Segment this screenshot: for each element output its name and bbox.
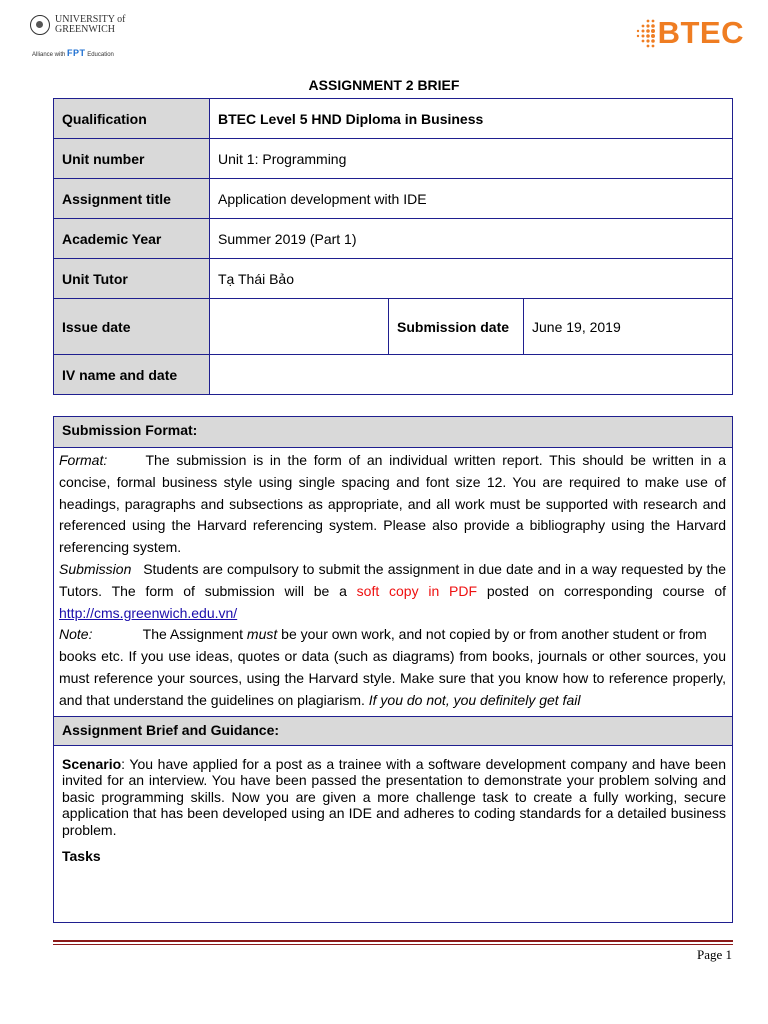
- table-row: [54, 139, 733, 179]
- submission-key: Submission: [59, 560, 132, 577]
- issue-date-label: Issue date: [54, 299, 210, 355]
- university-name: UNIVERSITY of GREENWICH: [55, 14, 126, 35]
- tasks-heading: Tasks: [62, 848, 101, 865]
- university-of-greenwich-logo: [30, 14, 140, 60]
- qualification-value: BTEC Level 5 HND Diploma in Business: [210, 99, 733, 139]
- note-paragraph: [59, 624, 726, 646]
- note-key: Note:: [59, 626, 93, 643]
- assignment-info-table: [53, 98, 733, 395]
- submission-paragraph: [59, 559, 726, 624]
- issue-date-value: [210, 299, 389, 355]
- university-crest-icon: [30, 15, 50, 35]
- table-row: [54, 219, 733, 259]
- note-warning: If you do not, you definitely get fail: [368, 691, 581, 708]
- unit-tutor-value: Tạ Thái Bảo: [210, 259, 733, 299]
- submission-text-1: Students are compulsory to submit the assignment in due date and in a way requested by the Tutors. The form of submission will be a: [59, 560, 727, 599]
- academic-year-value: Summer 2019 (Part 1): [210, 219, 733, 259]
- table-row: [54, 259, 733, 299]
- iv-name-value: [210, 355, 733, 395]
- cms-link[interactable]: http://cms.greenwich.edu.vn/: [59, 604, 238, 621]
- footer-divider: [53, 940, 733, 945]
- table-row: [54, 355, 733, 395]
- note-must: must: [246, 626, 278, 643]
- scenario-label: Scenario: [62, 755, 122, 772]
- format-text: The submission is in the form of an individual written report. This should be written in a concise, formal business style using single spacing and font size 12. You are required to make use of headings, paragraphs and subsections as appropriate, and all work must be supported with research and referenced using the Harvard referencing system. Please also provide a bibliography using the Harvard referencing system.: [59, 452, 726, 556]
- submission-format-body: [54, 448, 732, 712]
- note-continuation: [59, 646, 726, 711]
- format-key: Format:: [59, 452, 108, 468]
- submission-format-heading: Submission Format:: [54, 417, 732, 448]
- table-row: [54, 299, 733, 355]
- submission-text-2: posted on corresponding course of: [486, 582, 726, 599]
- assignment-title-value: Application development with IDE: [210, 179, 733, 219]
- fpt-logo: FPT: [67, 48, 86, 58]
- btec-logo: [634, 14, 744, 52]
- scenario-paragraph: [54, 746, 732, 839]
- guidance-heading: Assignment Brief and Guidance:: [54, 716, 732, 746]
- soft-copy-highlight: soft copy in PDF: [356, 582, 478, 599]
- submission-date-value: June 19, 2019: [524, 299, 733, 355]
- note-text-1: The Assignment: [142, 626, 244, 643]
- alliance-suffix: Education: [87, 52, 114, 58]
- qualification-label: Qualification: [54, 99, 210, 139]
- assignment-title-label: Assignment title: [54, 179, 210, 219]
- unit-tutor-label: Unit Tutor: [54, 259, 210, 299]
- unit-number-value: Unit 1: Programming: [210, 139, 733, 179]
- academic-year-label: Academic Year: [54, 219, 210, 259]
- table-row: [54, 99, 733, 139]
- page-title: ASSIGNMENT 2 BRIEF: [308, 77, 460, 93]
- submission-guidance-box: [53, 416, 733, 923]
- note-text-3: books etc. If you use ideas, quotes or data (such as diagrams) from books, journals or other sources, you must reference your sources, using the Harvard style. Make sure that you know how to reference properly, and that understand the guidelines on plagiarism.: [59, 648, 726, 708]
- btec-dots-icon: [634, 18, 656, 48]
- unit-number-label: Unit number: [54, 139, 210, 179]
- alliance-line: [32, 48, 114, 58]
- submission-date-label: Submission date: [389, 299, 524, 355]
- alliance-prefix: Alliance with: [32, 52, 66, 58]
- table-row: [54, 179, 733, 219]
- iv-name-label: IV name and date: [54, 355, 210, 395]
- format-paragraph: [59, 450, 726, 559]
- page-number: Page 1: [696, 947, 732, 962]
- scenario-text: : You have applied for a post as a trainee with a software development company and have been invited for an interview. You have been passed the presentation to demonstrate your problem solving and basic programming skills. Now you are given a more challenge task to create a fully working, secure application that has been developed using an IDE and adheres to coding standards for a detailed business problem.: [62, 755, 726, 838]
- btec-wordmark: BTEC: [657, 15, 744, 50]
- note-text-2: be your own work, and not copied by or from another student or from: [281, 626, 707, 643]
